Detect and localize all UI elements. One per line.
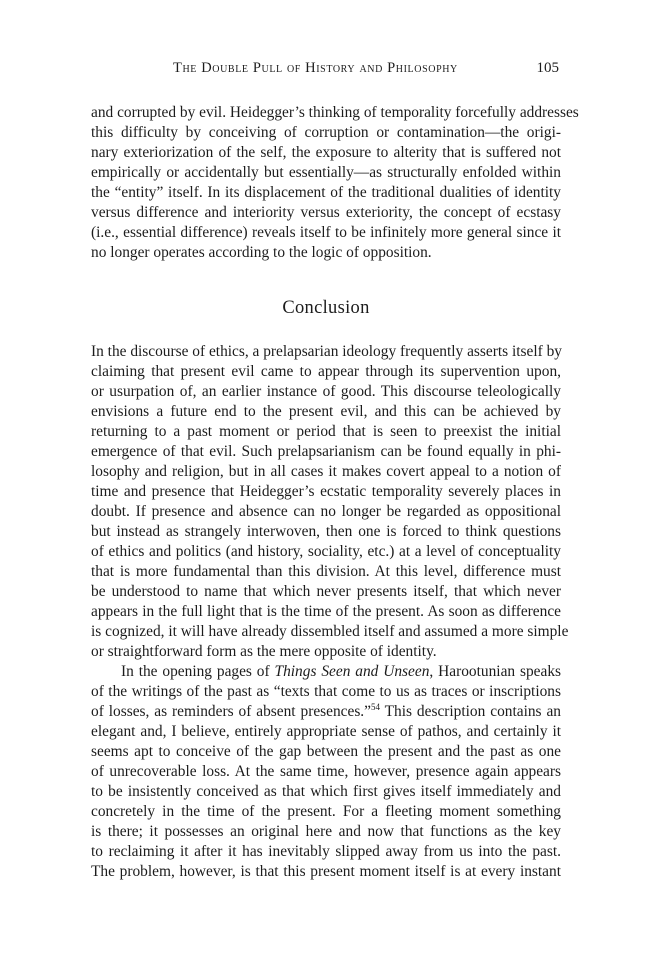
- book-title: Things Seen and Unseen: [274, 663, 430, 680]
- running-head: [91, 60, 561, 82]
- text-line: no longer operates according to the logic of opposition.: [91, 244, 432, 261]
- text-line: is there; it possesses an original here and now that functions as the key: [91, 823, 561, 840]
- text-line: but instead as strangely interwoven, then one is forced to think questions: [91, 523, 561, 540]
- book-page: [91, 0, 579, 975]
- text-line: envisions a future end to the present evil, and this can be achieved by: [91, 403, 561, 420]
- text-line: seems apt to conceive of the gap between the present and the past as one: [91, 743, 561, 760]
- text-line: to be insistently conceived as that which first gives itself immediately and: [91, 783, 561, 800]
- text-line: of ethics and politics (and history, sociality, etc.) at a level of conceptuality: [91, 543, 561, 560]
- text-run: , Harootunian speaks: [429, 663, 562, 680]
- text-line: In the discourse of ethics, a prelapsarian ideology frequently asserts itself by: [91, 343, 562, 360]
- text-line: The problem, however, is that this present moment itself is at every instant: [91, 863, 561, 880]
- text-line: this difficulty by conceiving of corruption or contamination—the origi-: [91, 124, 561, 141]
- text-line: concretely in the time of the present. For a fleeting moment something: [91, 803, 561, 820]
- section-heading: Conclusion: [282, 298, 370, 318]
- text-line: be understood to name that which never presents itself, that which never: [91, 583, 561, 600]
- text-line: empirically or accidentally but essentially—as structurally enfolded within: [91, 164, 561, 181]
- text-line: losophy and religion, but in all cases it makes covert appeal to a notion of: [91, 463, 561, 480]
- text-line: of the writings of the past as “texts that come to us as traces or inscriptions: [91, 683, 561, 700]
- text-line: and corrupted by evil. Heidegger’s thinking of temporality forcefully addresses: [91, 104, 579, 121]
- page-number: 105: [536, 60, 559, 76]
- running-title: The Double Pull of History and Philosophy: [173, 60, 458, 76]
- text-line: claiming that present evil came to appear through its supervention upon,: [91, 363, 561, 380]
- text-line: of unrecoverable loss. At the same time, however, presence again appears: [91, 763, 561, 780]
- text-line: emergence of that evil. Such prelapsarianism can be found equally in phi-: [91, 443, 561, 460]
- text-line: time and presence that Heidegger’s ecstatic temporality severely places in: [91, 483, 561, 500]
- text-run: In the opening pages of: [121, 663, 275, 680]
- text-line: [91, 702, 561, 722]
- text-line: to reclaiming it after it has inevitably slipped away from us into the past.: [91, 843, 561, 860]
- text-line: nary exteriorization of the self, the exposure to alterity that is suffered not: [91, 144, 561, 161]
- text-line: versus difference and interiority versus exteriority, the concept of ecstasy: [91, 204, 561, 221]
- text-line: [91, 662, 561, 682]
- text-line: returning to a past moment or period that is seen to preexist the initial: [91, 423, 561, 440]
- text-run: This description contains an: [380, 703, 561, 720]
- text-line: (i.e., essential difference) reveals itself to be infinitely more general since it: [91, 224, 561, 241]
- text-line: or straightforward form as the mere opposite of identity.: [91, 643, 437, 660]
- text-line: the “entity” itself. In its displacement of the traditional dualities of identity: [91, 184, 561, 201]
- footnote-reference[interactable]: 54: [371, 702, 380, 712]
- text-line: doubt. If presence and absence can no longer be regarded as oppositional: [91, 503, 561, 520]
- text-line: elegant and, I believe, entirely appropriate sense of pathos, and certainly it: [91, 723, 561, 740]
- text-run: of losses, as reminders of absent presences.”: [91, 703, 371, 720]
- text-line: is cognized, it will have already dissembled itself and assumed a more simple: [91, 623, 569, 640]
- text-line: appears in the full light that is the time of the present. As soon as difference: [91, 603, 561, 620]
- text-line: that is more fundamental than this division. At this level, difference must: [91, 563, 561, 580]
- text-line: or usurpation of, an earlier instance of good. This discourse teleologically: [91, 383, 561, 400]
